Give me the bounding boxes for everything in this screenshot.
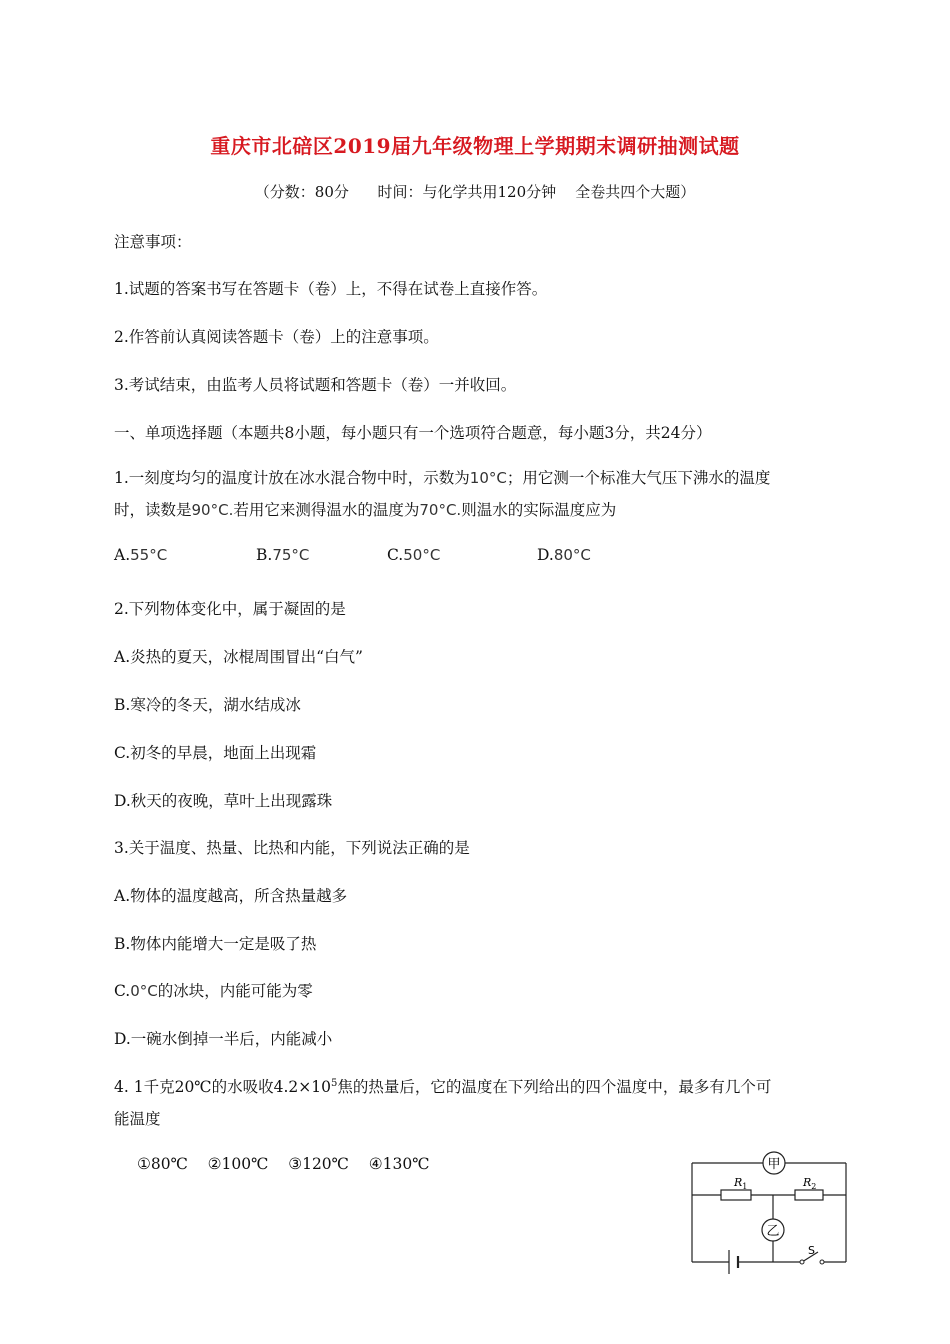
q1-option-a-value: 55°C bbox=[130, 546, 168, 564]
q3-option-d: D.一碗水倒掉一半后，内能减小 bbox=[114, 1030, 333, 1048]
r1-subscript: 1 bbox=[742, 1182, 748, 1191]
q3-option-b: B.物体内能增大一定是吸了热 bbox=[114, 935, 317, 953]
q1-option-a-label: A. bbox=[114, 546, 131, 564]
r2-label bbox=[802, 1176, 816, 1191]
q1-temp-3: 70°C. bbox=[419, 501, 462, 519]
switch-contact-right bbox=[820, 1260, 824, 1264]
resistor-r2 bbox=[795, 1190, 823, 1200]
switch-label: S bbox=[808, 1244, 815, 1257]
question-3-stem: 3.关于温度、热量、比热和内能，下列说法正确的是 bbox=[114, 839, 470, 857]
exam-subtitle: （分数：80分 时间：与化学共用120分钟 全卷共四个大题） bbox=[254, 183, 696, 201]
q1-text-3: 时，读数是 bbox=[114, 501, 192, 519]
q4-text-1: 4. 1千克20℃的水吸收4.2×10 bbox=[114, 1078, 332, 1097]
resistor-r1 bbox=[721, 1190, 751, 1200]
notice-item-2: 2.作答前认真阅读答题卡（卷）上的注意事项。 bbox=[114, 328, 439, 346]
q4-exponent: 5 bbox=[331, 1078, 338, 1089]
q2-option-a: A.炎热的夏天，冰棍周围冒出“白气” bbox=[114, 648, 363, 666]
q4-text-3: 能温度 bbox=[114, 1110, 161, 1129]
q1-option-d bbox=[537, 546, 591, 564]
q1-option-b-label: B. bbox=[256, 546, 273, 564]
q1-option-c-label: C. bbox=[387, 546, 404, 564]
meter-b-label: 乙 bbox=[766, 1224, 780, 1239]
q1-option-c-value: 50°C bbox=[403, 546, 441, 564]
q1-option-d-value: 80°C bbox=[553, 546, 591, 564]
r2-letter: R bbox=[803, 1176, 812, 1189]
q4-text-2: 焦的热量后，它的温度在下列给出的四个温度中，最多有几个可 bbox=[337, 1078, 772, 1097]
q1-text-5: 则温水的实际温度应为 bbox=[461, 501, 617, 519]
r1-letter: R bbox=[734, 1176, 743, 1189]
question-4-stem bbox=[114, 1068, 849, 1135]
meter-a-label: 甲 bbox=[767, 1157, 781, 1172]
notice-item-1: 1.试题的答案书写在答题卡（卷）上，不得在试卷上直接作答。 bbox=[114, 280, 548, 298]
q1-option-a bbox=[114, 546, 167, 564]
question-1-stem bbox=[114, 462, 849, 526]
q3-option-c-temp: 0°C bbox=[130, 982, 158, 1000]
q3-option-a: A.物体的温度越高，所含热量越多 bbox=[114, 887, 348, 905]
q3-option-c-suffix: 的冰块，内能可能为零 bbox=[157, 982, 313, 1000]
circuit-diagram bbox=[684, 1146, 864, 1276]
q1-text-2: ；用它测一个标准大气压下沸水的温度 bbox=[506, 469, 771, 487]
q2-option-d: D.秋天的夜晚，草叶上出现露珠 bbox=[114, 792, 333, 810]
q2-option-c: C.初冬的早晨，地面上出现霜 bbox=[114, 744, 317, 762]
exam-title: 重庆市北碚区2019届九年级物理上学期期末调研抽测试题 bbox=[210, 134, 740, 158]
q1-text-4: 若用它来测得温水的温度为 bbox=[233, 501, 420, 519]
q1-option-b-value: 75°C bbox=[272, 546, 310, 564]
r1-label bbox=[733, 1176, 747, 1191]
r2-subscript: 2 bbox=[811, 1182, 817, 1191]
q1-option-b bbox=[256, 546, 309, 564]
q1-temp-2: 90°C. bbox=[191, 501, 234, 519]
question-2-stem: 2.下列物体变化中，属于凝固的是 bbox=[114, 600, 346, 618]
switch-contact-left bbox=[800, 1260, 804, 1264]
q1-option-d-label: D. bbox=[537, 546, 554, 564]
q3-option-c bbox=[114, 979, 313, 1001]
q3-option-c-prefix: C. bbox=[114, 982, 131, 1000]
q1-text-1: 1.一刻度均匀的温度计放在冰水混合物中时，示数为 bbox=[114, 469, 470, 487]
section-heading: 一、单项选择题（本题共8小题，每小题只有一个选项符合题意，每小题3分，共24分） bbox=[114, 424, 712, 442]
q4-choices: ①80℃ ②100℃ ③120℃ ④130℃ bbox=[137, 1155, 430, 1173]
q2-option-b: B.寒冷的冬天，湖水结成冰 bbox=[114, 696, 301, 714]
notice-heading: 注意事项： bbox=[114, 233, 192, 251]
notice-item-3: 3.考试结束，由监考人员将试题和答题卡（卷）一并收回。 bbox=[114, 376, 517, 394]
q1-option-c bbox=[387, 546, 440, 564]
q1-temp-1: 10°C bbox=[469, 469, 507, 487]
